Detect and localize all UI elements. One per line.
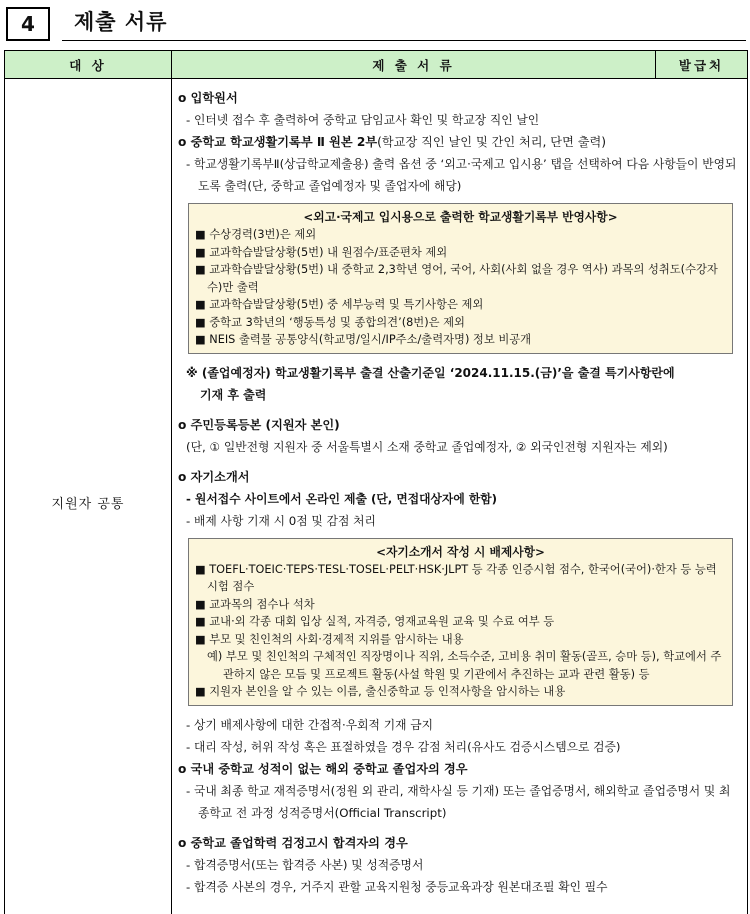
- doc-heading: o 국내 중학교 성적이 없는 해외 중학교 졸업자의 경우: [178, 761, 468, 776]
- table-row: [5, 79, 748, 914]
- doc-heading: o 주민등록등본 (지원자 본인): [178, 417, 340, 432]
- doc-ged-passer: [178, 832, 741, 898]
- section-title: 제출 서류: [74, 10, 168, 34]
- doc-line: - 학교생활기록부Ⅱ(상급학교제출용) 출력 옵션 중 ‘외고·국제고 입시용’ 탭을 선택하여 다음 사항들이 반영되도록 출력(단, 중학교 졸업예정자 및 졸업자에 해당): [186, 157, 737, 193]
- note-item: ■ NEIS 출력물 공통양식(학교명/일시/IP주소/출력자명) 정보 비공개: [195, 333, 532, 346]
- doc-line: - 국내 최종 학교 재적증명서(정원 외 관리, 재학사실 등 기재) 또는 졸업증명서, 해외학교 졸업증명서 및 최종학교 전 과정 성적증명서(Official Transcript): [186, 783, 731, 820]
- note-example: 예) 부모 및 친인척의 구체적인 직장명이나 직위, 소득수준, 고비용 취미 활동(골프, 승마 등), 학교에서 주관하지 않은 모듬 및 프로젝트 활동(사설 학원 및 기관에서 추진하는 교과 관련 활동) 등: [207, 650, 722, 681]
- doc-line: - 배제 사항 기재 시 0점 및 감점 처리: [186, 513, 376, 528]
- attendance-notice: ※ (졸업예정자) 학교생활기록부 출결 산출기준일 ‘2024.11.15.(금)’을 출결 특기사항란에 기재 후 출력: [186, 365, 675, 402]
- documents-table: [4, 50, 748, 914]
- doc-line: - 합격증 사본의 경우, 거주지 관할 교육지원청 중등교육과장 원본대조필 확인 필수: [186, 879, 608, 894]
- doc-overseas-graduate: [178, 758, 741, 824]
- section-number: 4: [6, 7, 50, 41]
- header-documents: 제 출 서 류: [172, 51, 656, 79]
- doc-heading: o 중학교 학교생활기록부 Ⅱ 원본 2부(학교장 직인 날인 및 간인 처리, 단면 출력): [178, 135, 607, 149]
- doc-line: - 합격증명서(또는 합격증 사본) 및 성적증명서: [186, 857, 424, 872]
- note-item: ■ 교과학습발달상황(5번) 내 원점수/표준편차 제외: [195, 245, 448, 259]
- note-item: ■ 교과학습발달상황(5번) 중 세부능력 및 특기사항은 제외: [195, 298, 484, 311]
- doc-heading: o 자기소개서: [178, 469, 250, 484]
- doc-self-introduction: [178, 466, 741, 758]
- doc-application-form: [178, 87, 741, 131]
- note-item: ■ TOEFL·TOEIC·TEPS·TESL·TOSEL·PELT·HSK·JLPT 등 각종 인증시험 점수, 한국어(국어)·한자 등 능력시험 점수: [195, 562, 717, 593]
- note-item: ■ 부모 및 친인척의 사회·경제적 지위를 암시하는 내용: [195, 632, 464, 646]
- note-item: ■ 교과학습발달상황(5번) 내 중학교 2,3학년 영어, 국어, 사회(사회 없을 경우 역사) 과목의 성취도(수강자수)만 출력: [195, 263, 718, 294]
- note-item: ■ 교과목의 점수나 석차: [195, 597, 315, 611]
- header-issuer: 발급처: [656, 51, 748, 79]
- doc-line: - 상기 배제사항에 대한 간접적·우회적 기재 금지: [186, 717, 434, 732]
- note-item: ■ 수상경력(3번)은 제외: [195, 228, 317, 241]
- doc-line: - 인터넷 접수 후 출력하여 중학교 담임교사 확인 및 학교장 직인 날인: [186, 113, 540, 127]
- doc-heading: o 중학교 졸업학력 검정고시 합격자의 경우: [178, 835, 408, 850]
- section-header: [6, 5, 746, 42]
- doc-line: (단, ① 일반전형 지원자 중 서울특별시 소재 중학교 졸업예정자, ② 외국인전형 지원자는 제외): [186, 439, 668, 454]
- note-item: ■ 중학교 3학년의 ‘행동특성 및 종합의견’(8번)은 제외: [195, 315, 465, 329]
- note-item: ■ 교내·외 각종 대회 입상 실적, 자격증, 영재교육원 교육 및 수료 여부 등: [195, 615, 555, 628]
- doc-school-record: [178, 131, 741, 406]
- record-notes-box: [188, 203, 733, 354]
- doc-resident-register: [178, 414, 741, 458]
- note-title: <자기소개서 작성 시 배제사항>: [376, 544, 545, 559]
- target-cell: 지원자 공통: [5, 79, 172, 914]
- doc-line: - 대리 작성, 허위 작성 혹은 표절하였을 경우 감점 처리(유사도 검증시스템으로 검증): [186, 739, 621, 754]
- doc-heading: o 입학원서: [178, 91, 238, 105]
- title-underline: [62, 40, 746, 41]
- table-header-row: [5, 51, 748, 79]
- doc-line: - 원서접수 사이트에서 온라인 제출 (단, 면접대상자에 한함): [186, 491, 498, 506]
- documents-cell: [172, 79, 748, 914]
- note-title: <외고·국제고 입시용으로 출력한 학교생활기록부 반영사항>: [303, 210, 618, 224]
- header-target: 대 상: [5, 51, 172, 79]
- exclusion-notes-box: [188, 538, 733, 706]
- note-item: ■ 지원자 본인을 알 수 있는 이름, 출신중학교 등 인적사항을 암시하는 내용: [195, 685, 566, 698]
